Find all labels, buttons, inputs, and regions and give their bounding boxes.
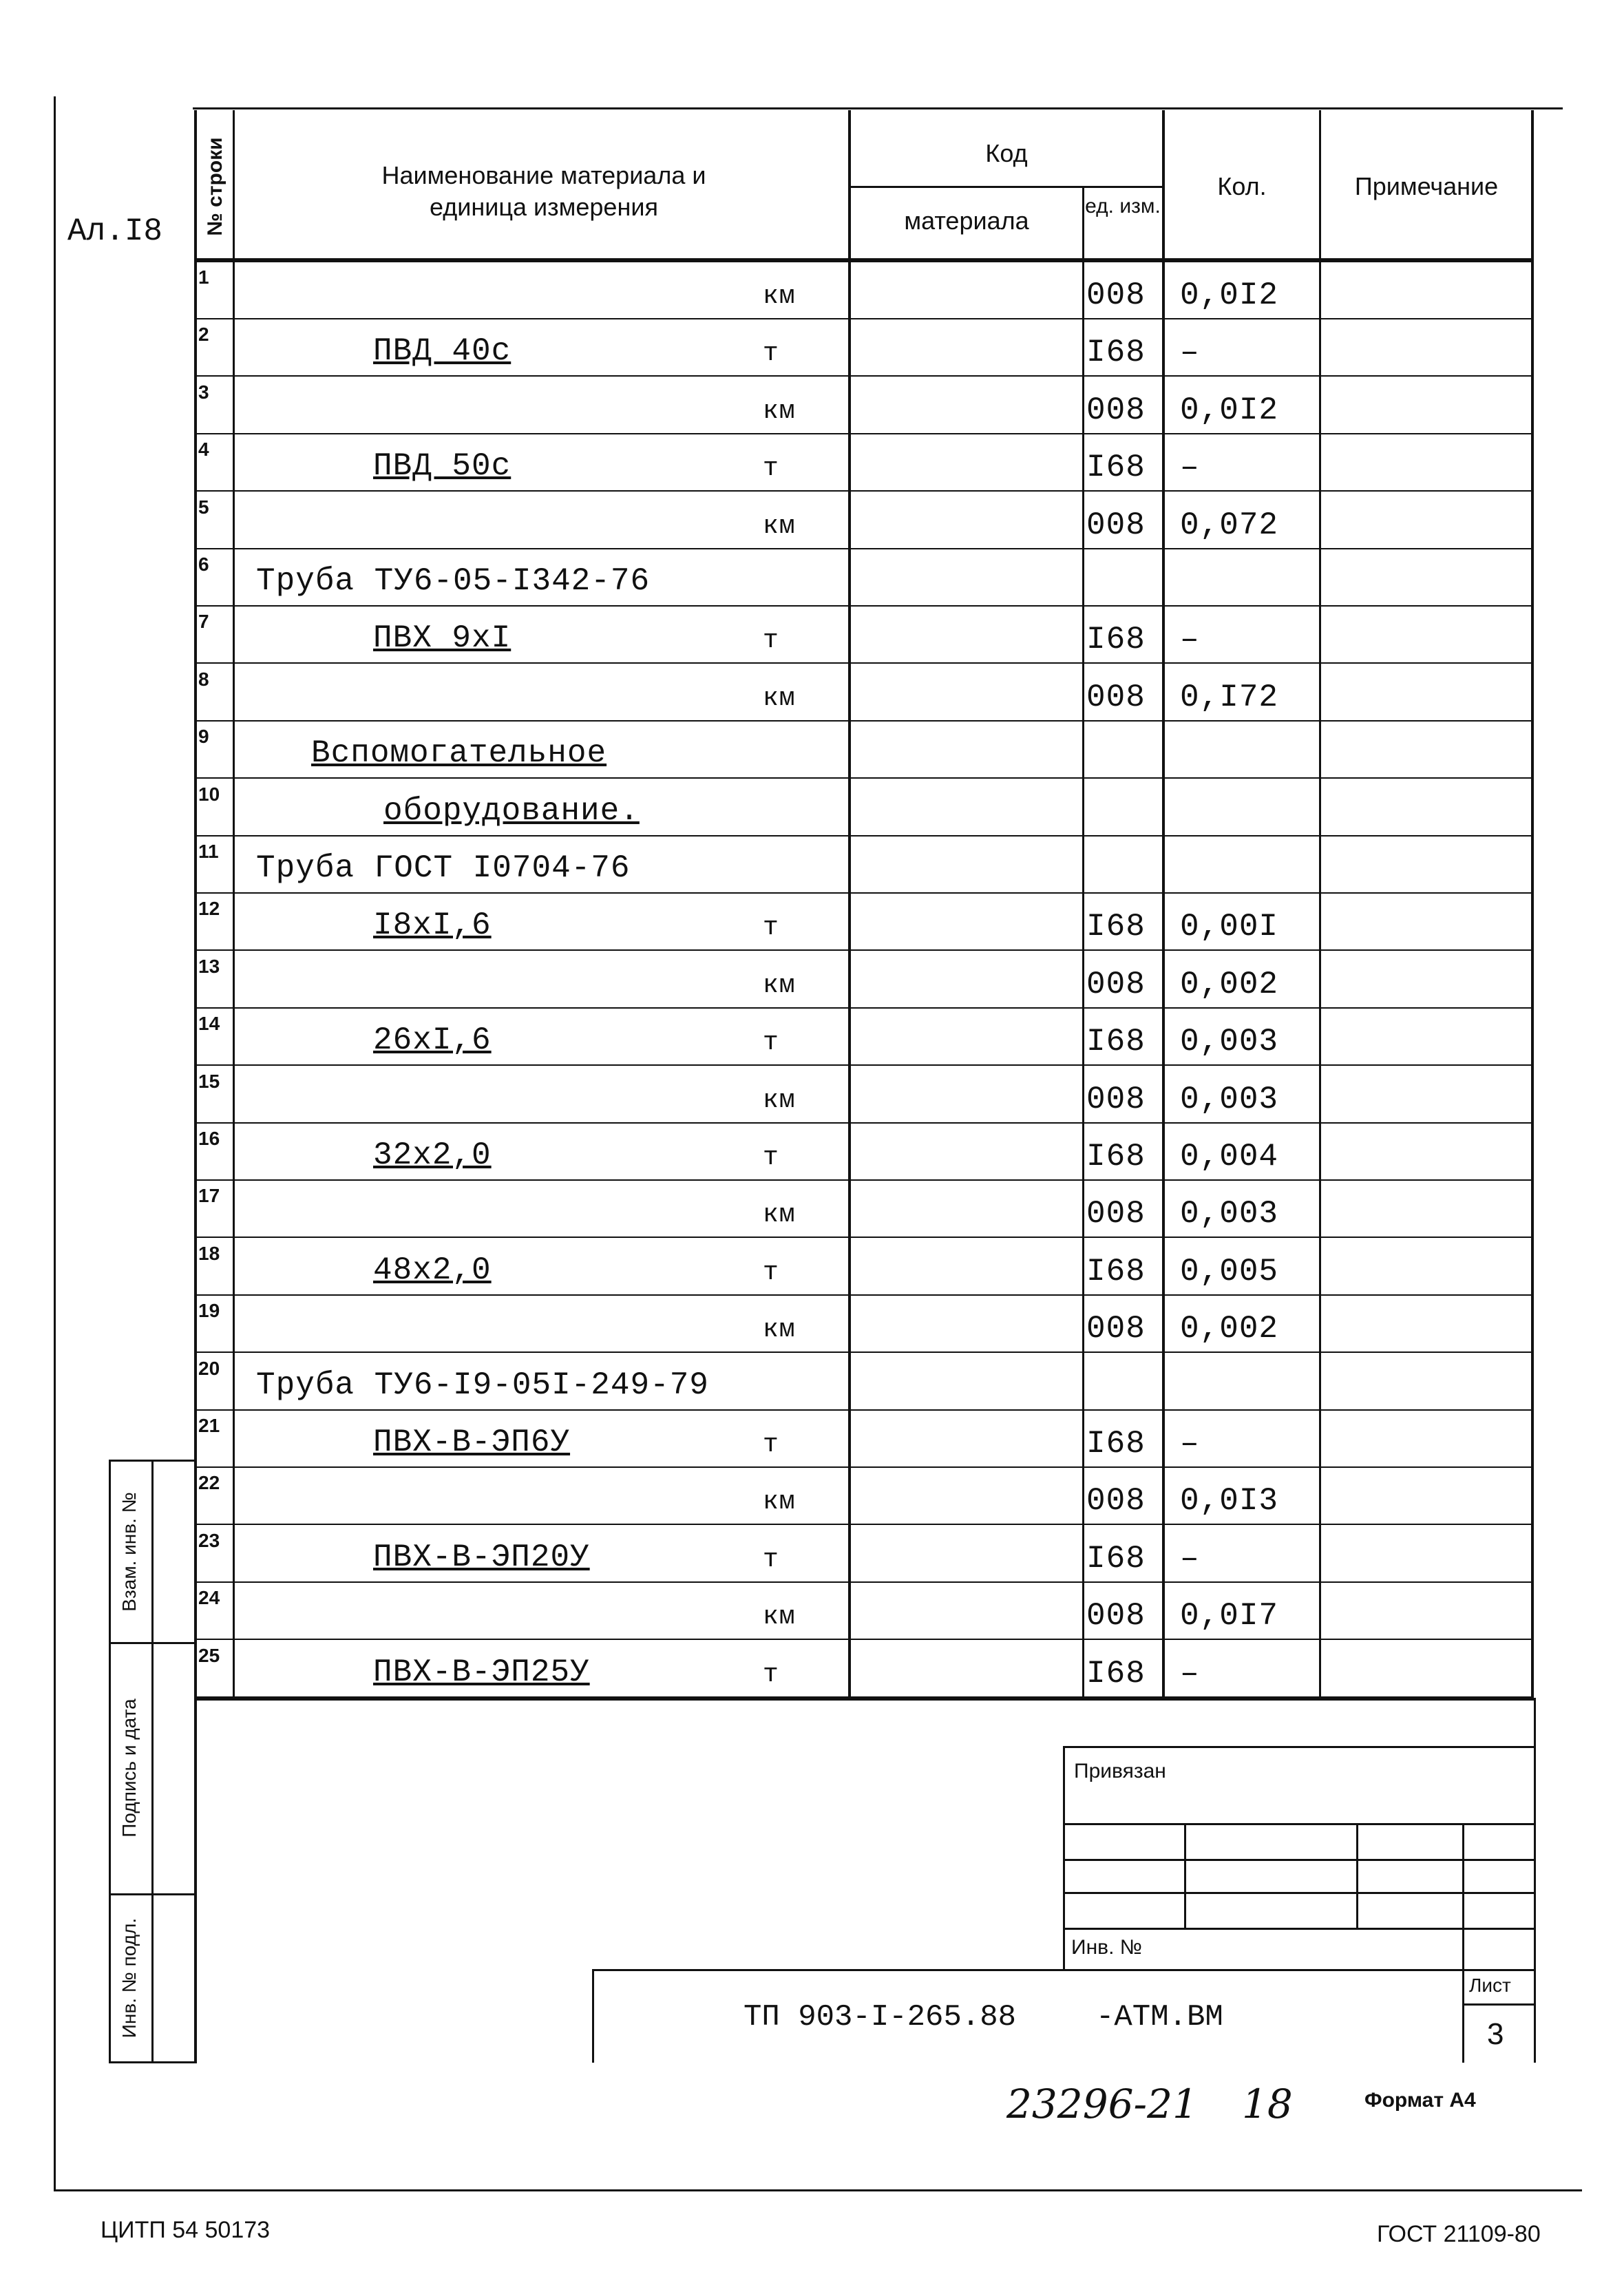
- material-name: ПВХ-В-ЭП20У: [373, 1539, 590, 1575]
- tb-grid-h2: [1063, 1859, 1535, 1861]
- quantity: 0,I72: [1180, 680, 1279, 715]
- table-row: [194, 951, 1534, 1009]
- row-number: 17: [198, 1185, 220, 1206]
- unit-code: 008: [1086, 507, 1146, 543]
- header-code: Код: [985, 139, 1028, 167]
- material-name: I8хI,6: [373, 907, 492, 943]
- table-bottom: [194, 1698, 1534, 1701]
- tb-privyazan-top: [1063, 1746, 1535, 1748]
- unit-code: 008: [1086, 1196, 1146, 1232]
- row-number: 9: [198, 726, 209, 747]
- table-row: [194, 607, 1534, 664]
- row-number: 23: [198, 1530, 220, 1551]
- quantity: 0,002: [1180, 967, 1279, 1002]
- unit-code: 008: [1086, 1082, 1146, 1117]
- unit-code: 008: [1086, 680, 1146, 715]
- unit: т: [763, 1430, 779, 1460]
- material-name: Труба ТУ6-I9-05I-249-79: [256, 1367, 709, 1403]
- unit: км: [763, 1200, 796, 1230]
- row-number: 14: [198, 1013, 220, 1034]
- stamp-vzam-inv: Взам. инв. №: [118, 1492, 140, 1612]
- header-code-split: [848, 186, 1163, 188]
- unit-code: I68: [1086, 1024, 1146, 1060]
- unit-code: 008: [1086, 1311, 1146, 1347]
- unit: км: [763, 1602, 796, 1632]
- format-label: Формат А4: [1364, 2089, 1476, 2112]
- table-row: [194, 894, 1534, 951]
- unit-code: I68: [1086, 1656, 1146, 1692]
- unit-code: I68: [1086, 1541, 1146, 1577]
- unit: км: [763, 282, 796, 311]
- table-row: [194, 779, 1534, 837]
- material-name: Труба ГОСТ I0704-76: [256, 850, 631, 886]
- tb-grid-v2: [1356, 1823, 1358, 1928]
- quantity: 0,004: [1180, 1139, 1279, 1175]
- unit: км: [763, 512, 796, 541]
- row-number: 5: [198, 496, 209, 518]
- table-row: [194, 1009, 1534, 1066]
- row-number: 8: [198, 669, 209, 690]
- quantity: 0,005: [1180, 1254, 1279, 1290]
- quantity: 0,0I7: [1180, 1598, 1279, 1634]
- row-separator: [194, 662, 1534, 664]
- row-number: 7: [198, 611, 209, 632]
- row-separator: [194, 1351, 1534, 1353]
- table-row: [194, 1526, 1534, 1583]
- unit-code: I68: [1086, 1254, 1146, 1290]
- row-separator: [194, 490, 1534, 492]
- unit-code: I68: [1086, 1139, 1146, 1175]
- stamp-inv-podl: Инв. № подл.: [118, 1917, 140, 2039]
- row-separator: [194, 1237, 1534, 1238]
- tb-grid-h3: [1063, 1892, 1535, 1894]
- table-row: [194, 1296, 1534, 1353]
- table-row: [194, 1583, 1534, 1640]
- row-number: 16: [198, 1128, 220, 1149]
- quantity: –: [1180, 1426, 1200, 1462]
- stamp-inner-left: [151, 1460, 154, 2062]
- unit-code: I68: [1086, 622, 1146, 657]
- material-name: Вспомогательное: [311, 735, 607, 771]
- material-name: оборудование.: [383, 793, 640, 829]
- table-row: [194, 319, 1534, 377]
- tb-grid-v1: [1184, 1823, 1186, 1928]
- gost-reference: ГОСТ 21109-80: [1377, 2221, 1541, 2247]
- unit: км: [763, 1086, 796, 1115]
- unit: км: [763, 397, 796, 426]
- unit: т: [763, 626, 779, 655]
- row-number: 15: [198, 1071, 220, 1092]
- row-separator: [194, 375, 1534, 377]
- unit-code: 008: [1086, 967, 1146, 1002]
- unit-code: 008: [1086, 1483, 1146, 1519]
- quantity: –: [1180, 1541, 1200, 1577]
- quantity: 0,0I3: [1180, 1483, 1279, 1519]
- quantity: –: [1180, 335, 1200, 370]
- quantity: 0,003: [1180, 1024, 1279, 1060]
- row-number: 4: [198, 439, 209, 460]
- unit: т: [763, 1660, 779, 1690]
- frame-left: [54, 96, 56, 2189]
- tb-main-top: [592, 1969, 1535, 1971]
- tb-grid-h4: [1063, 1928, 1535, 1930]
- table-row: [194, 492, 1534, 549]
- unit: т: [763, 454, 779, 483]
- tb-list-split: [1462, 2003, 1535, 2006]
- row-separator: [194, 1696, 1534, 1698]
- row-separator: [194, 777, 1534, 779]
- tb-list-label: Лист: [1469, 1975, 1511, 1996]
- row-number: 12: [198, 898, 220, 919]
- unit-code: 008: [1086, 1598, 1146, 1634]
- quantity: 0,0I2: [1180, 277, 1279, 313]
- tb-inv-no: Инв. №: [1071, 1936, 1142, 1959]
- tb-list-left: [1462, 1969, 1464, 2063]
- unit: км: [763, 1487, 796, 1517]
- row-separator: [194, 949, 1534, 951]
- frame-top: [193, 107, 1563, 109]
- unit-code: 008: [1086, 392, 1146, 428]
- table-row: [194, 1181, 1534, 1238]
- material-name: 26хI,6: [373, 1022, 492, 1058]
- header-material: материала: [904, 207, 1029, 235]
- table-row: [194, 434, 1534, 492]
- header-unit-code: ед. изм.: [1085, 195, 1161, 218]
- unit-code: I68: [1086, 450, 1146, 485]
- tb-grid-v3: [1462, 1823, 1464, 1969]
- row-number: 21: [198, 1415, 220, 1436]
- row-number: 19: [198, 1300, 220, 1321]
- unit: т: [763, 339, 779, 368]
- unit-code: I68: [1086, 1426, 1146, 1462]
- row-number: 1: [198, 266, 209, 288]
- quantity: –: [1180, 450, 1200, 485]
- quantity: 0,002: [1180, 1311, 1279, 1347]
- quantity: 0,003: [1180, 1082, 1279, 1117]
- table-row: [194, 1411, 1534, 1468]
- frame-bottom: [54, 2189, 1582, 2191]
- row-separator: [194, 1639, 1534, 1640]
- row-separator: [194, 1064, 1534, 1066]
- unit: км: [763, 684, 796, 713]
- material-name: ПВХ-В-ЭП6У: [373, 1424, 571, 1460]
- material-name: ПВХ 9хI: [373, 620, 512, 656]
- quantity: 0,003: [1180, 1196, 1279, 1232]
- unit: т: [763, 913, 779, 943]
- table-row: [194, 664, 1534, 722]
- tb-list-number: 3: [1487, 2017, 1504, 2051]
- stamp-podpis-data: Подпись и дата: [118, 1698, 140, 1838]
- row-number: 25: [198, 1645, 220, 1666]
- header-name: Наименование материала и единица измерения: [381, 161, 706, 221]
- row-number: 18: [198, 1243, 220, 1264]
- tb-doc-suffix: -АТМ.ВМ: [1096, 2000, 1223, 2034]
- stamp-top: [109, 1460, 197, 1462]
- row-number: 24: [198, 1587, 220, 1608]
- archive-number: 23296-21: [1006, 2081, 1198, 2127]
- sheet-label: Ал.I8: [67, 213, 163, 249]
- stamp-div-1: [109, 1642, 197, 1644]
- table-row: [194, 1239, 1534, 1296]
- table-row: [194, 1468, 1534, 1525]
- quantity: 0,00I: [1180, 909, 1279, 945]
- table-row: [194, 722, 1534, 779]
- tb-grid-h1: [1063, 1823, 1535, 1825]
- row-number: 10: [198, 783, 220, 805]
- material-name: ПВД 40с: [373, 333, 512, 369]
- row-number: 20: [198, 1358, 220, 1379]
- tb-right-border: [1534, 1698, 1536, 2063]
- table-row: [194, 549, 1534, 607]
- material-name: Труба ТУ6-05-I342-76: [256, 563, 651, 599]
- table-row: [194, 377, 1534, 434]
- tb-main-left: [592, 1969, 594, 2063]
- header-row-number: № строки: [204, 137, 226, 236]
- material-name: 32х2,0: [373, 1137, 492, 1173]
- unit: т: [763, 1143, 779, 1172]
- tb-privyazan-left: [1063, 1746, 1065, 1970]
- archive-sheet: 18: [1242, 2081, 1293, 2127]
- tb-doc-code: ТП 903-I-265.88: [744, 2000, 1017, 2034]
- table-row: [194, 1354, 1534, 1411]
- row-separator: [194, 1524, 1534, 1525]
- quantity: 0,0I2: [1180, 392, 1279, 428]
- row-number: 2: [198, 324, 209, 345]
- unit: км: [763, 1315, 796, 1345]
- table-row: [194, 262, 1534, 319]
- table-row: [194, 837, 1534, 894]
- unit: т: [763, 1028, 779, 1058]
- quantity: –: [1180, 1656, 1200, 1692]
- tb-privyazan: Привязан: [1074, 1760, 1166, 1782]
- row-number: 6: [198, 554, 209, 575]
- table-row: [194, 1641, 1534, 1698]
- table-row: [194, 1066, 1534, 1124]
- row-number: 11: [198, 841, 219, 862]
- row-number: 13: [198, 956, 220, 977]
- material-name: ПВД 50с: [373, 448, 512, 484]
- unit-code: I68: [1086, 909, 1146, 945]
- quantity: –: [1180, 622, 1200, 657]
- unit-code: I68: [1086, 335, 1146, 370]
- header-note: Примечание: [1354, 172, 1499, 200]
- material-name: ПВХ-В-ЭП25У: [373, 1654, 590, 1690]
- unit: км: [763, 971, 796, 1000]
- material-name: 48х2,0: [373, 1252, 492, 1288]
- unit: т: [763, 1258, 779, 1287]
- row-number: 3: [198, 381, 209, 403]
- unit: т: [763, 1545, 779, 1575]
- print-shop: ЦИТП 54 50173: [101, 2217, 271, 2243]
- quantity: 0,072: [1180, 507, 1279, 543]
- row-number: 22: [198, 1472, 220, 1493]
- table-row: [194, 1124, 1534, 1181]
- unit-code: 008: [1086, 277, 1146, 313]
- header-qty: Кол.: [1217, 172, 1267, 200]
- stamp-outer-left: [109, 1460, 111, 2062]
